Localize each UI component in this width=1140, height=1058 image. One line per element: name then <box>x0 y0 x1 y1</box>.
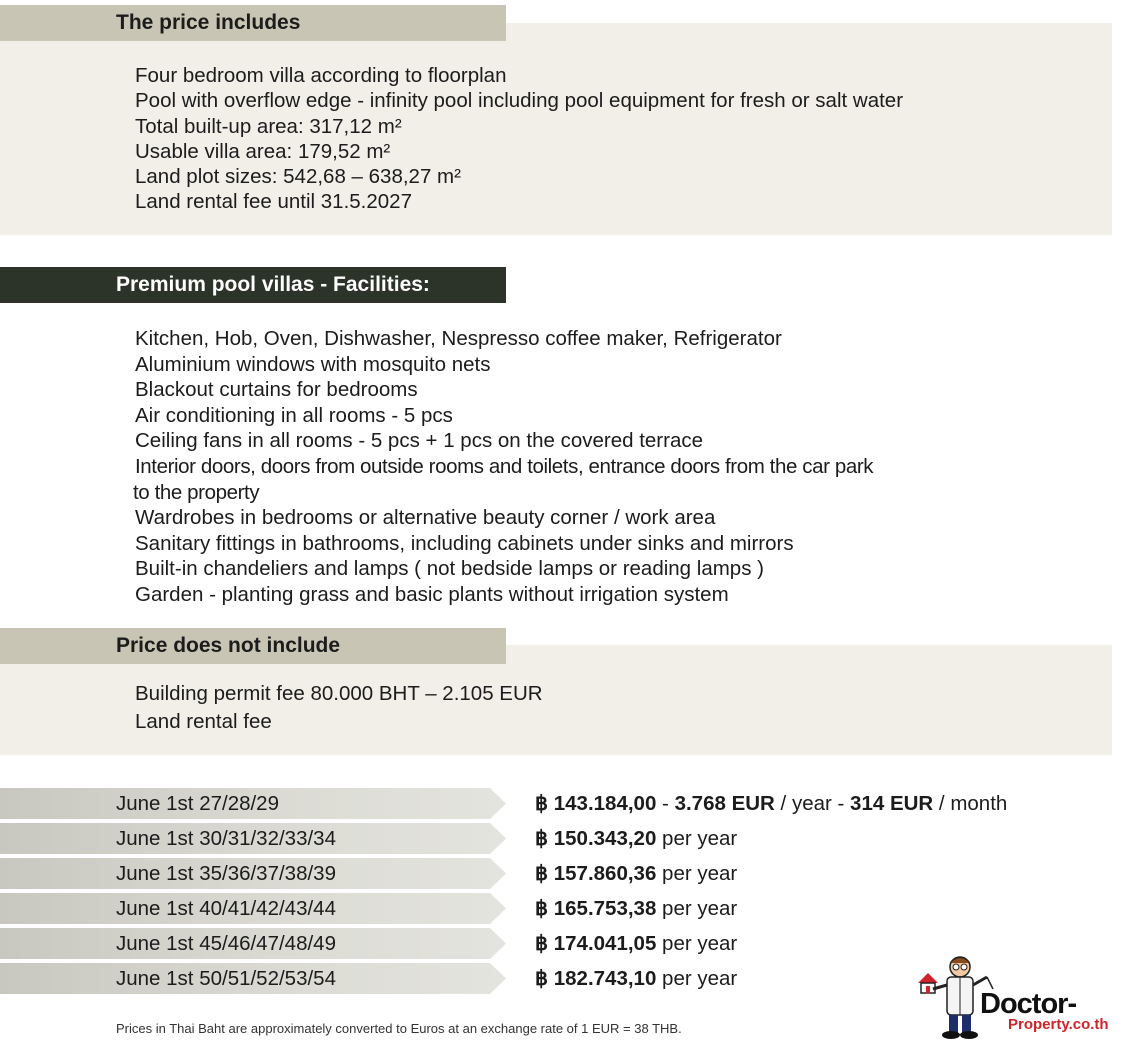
list-item: Aluminium windows with mosquito nets <box>135 352 491 376</box>
list-item-continuation: to the property <box>133 480 260 504</box>
list-item: Land plot sizes: 542,68 – 638,27 m² <box>135 165 461 189</box>
row-price: ฿ 182.743,10 per year <box>535 967 738 990</box>
schedule-row <box>0 856 1140 891</box>
row-price: ฿ 150.343,20 per year <box>535 827 738 850</box>
exchange-rate-footnote: Prices in Thai Baht are approximately converted to Euros at an exchange rate of 1 EUR = 38 THB. <box>116 1021 682 1036</box>
row-price: ฿ 165.753,38 per year <box>535 897 738 920</box>
logo-sub: Property.co.th <box>1008 1016 1109 1033</box>
schedule-row <box>0 821 1140 856</box>
schedule-row <box>0 891 1140 926</box>
list-item: Ceiling fans in all rooms - 5 pcs + 1 pcs on the covered terrace <box>135 429 704 453</box>
row-period: June 1st 30/31/32/33/34 <box>116 827 336 850</box>
facilities-header: Premium pool villas - Facilities: <box>0 267 506 303</box>
includes-header: The price includes <box>0 5 506 41</box>
list-item: Pool with overflow edge - infinity pool including pool equipment for fresh or salt water <box>135 89 904 113</box>
row-period: June 1st 40/41/42/43/44 <box>116 897 336 920</box>
logo-name: Doctor- <box>980 988 1077 1020</box>
list-item: Sanitary fittings in bathrooms, including cabinets under sinks and mirrors <box>135 531 794 555</box>
list-item: Land rental fee <box>135 710 272 733</box>
row-period: June 1st 35/36/37/38/39 <box>116 862 336 885</box>
list-item: Built-in chandeliers and lamps ( not bedside lamps or reading lamps ) <box>135 557 764 581</box>
row-period: June 1st 50/51/52/53/54 <box>116 967 336 990</box>
list-item: Blackout curtains for bedrooms <box>135 378 418 402</box>
excludes-header: Price does not include <box>0 628 506 664</box>
list-item: Land rental fee until 31.5.2027 <box>135 190 412 214</box>
excludes-list <box>135 680 543 736</box>
schedule-row <box>0 786 1140 821</box>
list-item: Air conditioning in all rooms - 5 pcs <box>135 403 453 427</box>
list-item: Four bedroom villa according to floorplan <box>135 64 507 87</box>
row-price: ฿ 157.860,36 per year <box>535 862 738 885</box>
list-item: Wardrobes in bedrooms or alternative beauty corner / work area <box>135 506 716 530</box>
row-period: June 1st 27/28/29 <box>116 792 279 815</box>
includes-list <box>135 63 903 215</box>
row-price: ฿ 174.041,05 per year <box>535 932 738 955</box>
list-item: Kitchen, Hob, Oven, Dishwasher, Nespresso coffee maker, Refrigerator <box>135 327 782 350</box>
list-item: Total built-up area: 317,12 m² <box>135 114 402 138</box>
list-item: Interior doors, doors from outside rooms and toilets, entrance doors from the car park <box>135 454 874 478</box>
row-period: June 1st 45/46/47/48/49 <box>116 932 336 955</box>
facilities-list <box>135 326 873 608</box>
list-item: Building permit fee 80.000 BHT – 2.105 EUR <box>135 682 543 705</box>
row-price: ฿ 143.184,00 - 3.768 EUR / year - 314 EUR / month <box>535 792 1008 815</box>
list-item: Usable villa area: 179,52 m² <box>135 139 391 163</box>
list-item: Garden - planting grass and basic plants without irrigation system <box>135 582 729 606</box>
